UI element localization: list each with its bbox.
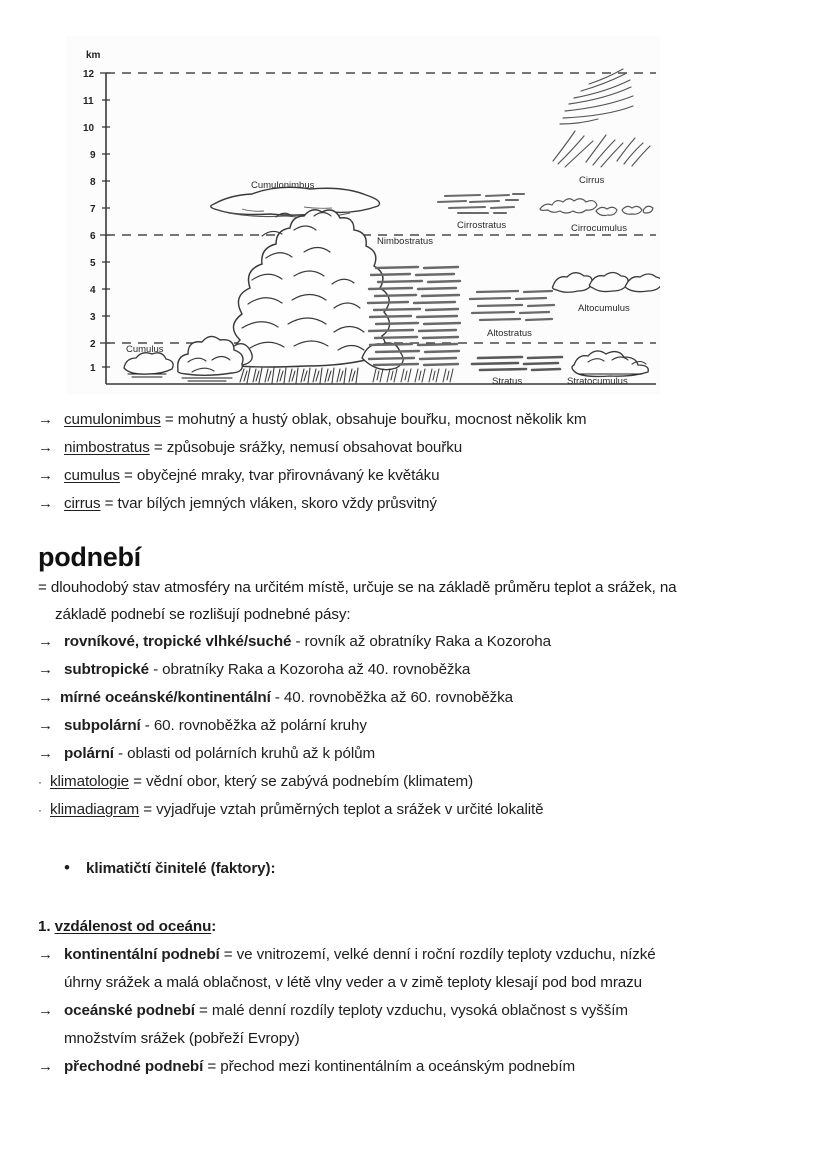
arrow-icon: → <box>38 689 53 706</box>
altocumulus-cloud-drawing <box>553 273 661 293</box>
axis-unit-label: km <box>86 50 101 61</box>
cloud-label-cumulus: Cumulus <box>126 344 164 355</box>
cloud-label-stratus: Stratus <box>492 376 523 387</box>
svg-text:11: 11 <box>83 96 94 107</box>
section-subheading: klimatičtí činitelé (faktory): <box>86 860 276 877</box>
term-description: = obyčejné mraky, tvar přirovnávaný ke květáku <box>119 467 440 484</box>
document-text-body <box>38 406 798 1081</box>
cloud-label-altocumulus: Altocumulus <box>578 303 630 314</box>
term-description: = vyjadřuje vztah průměrných teplot a srážek v určité lokalitě <box>139 801 544 818</box>
term-description: = mohutný a hustý oblak, obsahuje bouřku, mocnost několik km <box>160 411 587 428</box>
term: nimbostratus <box>64 439 150 456</box>
list-item <box>38 490 798 518</box>
term: klimadiagram <box>50 801 140 818</box>
term: cumulonimbus <box>64 411 161 428</box>
svg-text:10: 10 <box>83 123 95 134</box>
list-item <box>38 768 798 796</box>
term: přechodné podnebí <box>64 1058 204 1075</box>
cloud-label-cirrostratus: Cirrostratus <box>457 220 507 231</box>
term-description: - 40. rovnoběžka až 60. rovnoběžka <box>270 689 513 706</box>
term: polární <box>64 745 114 762</box>
arrow-icon: → <box>38 1002 53 1019</box>
term: subtropické <box>64 661 149 678</box>
term: klimatologie <box>50 773 129 790</box>
term-description: = tvar bílých jemných vláken, skoro vždy průsvitný <box>100 495 437 512</box>
bullet-icon: · <box>38 803 42 817</box>
definition-line-continued: základě podnebí se rozlišují podnebné pásy: <box>55 606 351 623</box>
svg-text:9: 9 <box>90 150 96 161</box>
cloud-types-altitude-diagram <box>66 36 660 394</box>
list-item <box>38 854 798 883</box>
svg-text:4: 4 <box>90 285 96 296</box>
bullet-icon: · <box>38 775 42 789</box>
cloud-label-stratocumulus: Stratocumulus <box>567 376 628 387</box>
svg-text:3: 3 <box>90 312 96 323</box>
term: cirrus <box>64 495 101 512</box>
wrapped-line: úhrny srážek a malá oblačnost, v létě vlny veder a v zimě teploty klesají pod bod mrazu <box>64 974 642 991</box>
term-description: = ve vnitrozemí, velké denní i roční rozdíly teploty vzduchu, nízké <box>219 946 656 963</box>
list-item <box>38 941 798 969</box>
list-item <box>38 712 798 740</box>
list-item <box>38 796 798 824</box>
term-description: - 60. rovnoběžka až polární kruhy <box>140 717 367 734</box>
cloud-label-cirrocumulus: Cirrocumulus <box>571 223 627 234</box>
svg-text:2: 2 <box>90 339 96 350</box>
term: rovníkové, tropické vlhké/suché <box>64 633 292 650</box>
arrow-icon: → <box>38 661 53 678</box>
cloud-label-altostratus: Altostratus <box>487 328 532 339</box>
term: oceánské podnebí <box>64 1002 195 1019</box>
list-item <box>38 1053 798 1081</box>
numbered-heading <box>38 913 798 941</box>
list-item <box>38 406 798 434</box>
cloud-label-cumulonimbus: Cumulonimbus <box>251 180 315 191</box>
svg-text:1: 1 <box>90 363 96 374</box>
list-item <box>38 684 798 712</box>
item-colon: : <box>211 918 217 935</box>
arrow-icon: → <box>38 1058 53 1075</box>
svg-text:7: 7 <box>90 204 96 215</box>
arrow-icon: → <box>38 633 53 650</box>
arrow-icon: → <box>38 439 53 456</box>
term-description: = vědní obor, který se zabývá podnebím (klimatem) <box>129 773 474 790</box>
arrow-icon: → <box>38 717 53 734</box>
arrow-icon: → <box>38 467 53 484</box>
term-description: = přechod mezi kontinentálním a oceánským podnebím <box>203 1058 576 1075</box>
list-item <box>38 434 798 462</box>
term-description: - obratníky Raka a Kozoroha až 40. rovnoběžka <box>148 661 471 678</box>
svg-text:8: 8 <box>90 177 96 188</box>
svg-text:5: 5 <box>90 258 96 269</box>
term-description: = malé denní rozdíly teploty vzduchu, vysoká oblačnost s vyšším <box>194 1002 628 1019</box>
list-item <box>38 656 798 684</box>
arrow-icon: → <box>38 495 53 512</box>
arrow-icon: → <box>38 946 53 963</box>
term-description: - rovník až obratníky Raka a Kozoroha <box>291 633 551 650</box>
list-item <box>38 997 798 1025</box>
arrow-icon: → <box>38 745 53 762</box>
item-title: vzdálenost od oceánu <box>54 918 212 935</box>
svg-text:6: 6 <box>90 231 96 242</box>
bullet-icon: • <box>64 858 70 877</box>
item-number: 1. <box>38 918 51 935</box>
list-item <box>38 740 798 768</box>
definition-line: = dlouhodobý stav atmosféry na určitém místě, určuje se na základě průměru teplot a srážek, na <box>38 579 677 596</box>
svg-text:12: 12 <box>83 69 95 80</box>
term-description: = způsobuje srážky, nemusí obsahovat bouřku <box>149 439 463 456</box>
page-title: podnebí <box>38 542 141 572</box>
term: subpolární <box>64 717 141 734</box>
term-description: - oblasti od polárních kruhů až k pólům <box>113 745 376 762</box>
cloud-label-nimbostratus: Nimbostratus <box>377 236 433 247</box>
list-item <box>38 628 798 656</box>
term: mírné oceánské/kontinentální <box>60 689 271 706</box>
list-item <box>38 462 798 490</box>
cloud-label-cirrus: Cirrus <box>579 175 605 186</box>
arrow-icon: → <box>38 411 53 428</box>
term: kontinentální podnebí <box>64 946 220 963</box>
term: cumulus <box>64 467 120 484</box>
wrapped-line: množstvím srážek (pobřeží Evropy) <box>64 1030 300 1047</box>
